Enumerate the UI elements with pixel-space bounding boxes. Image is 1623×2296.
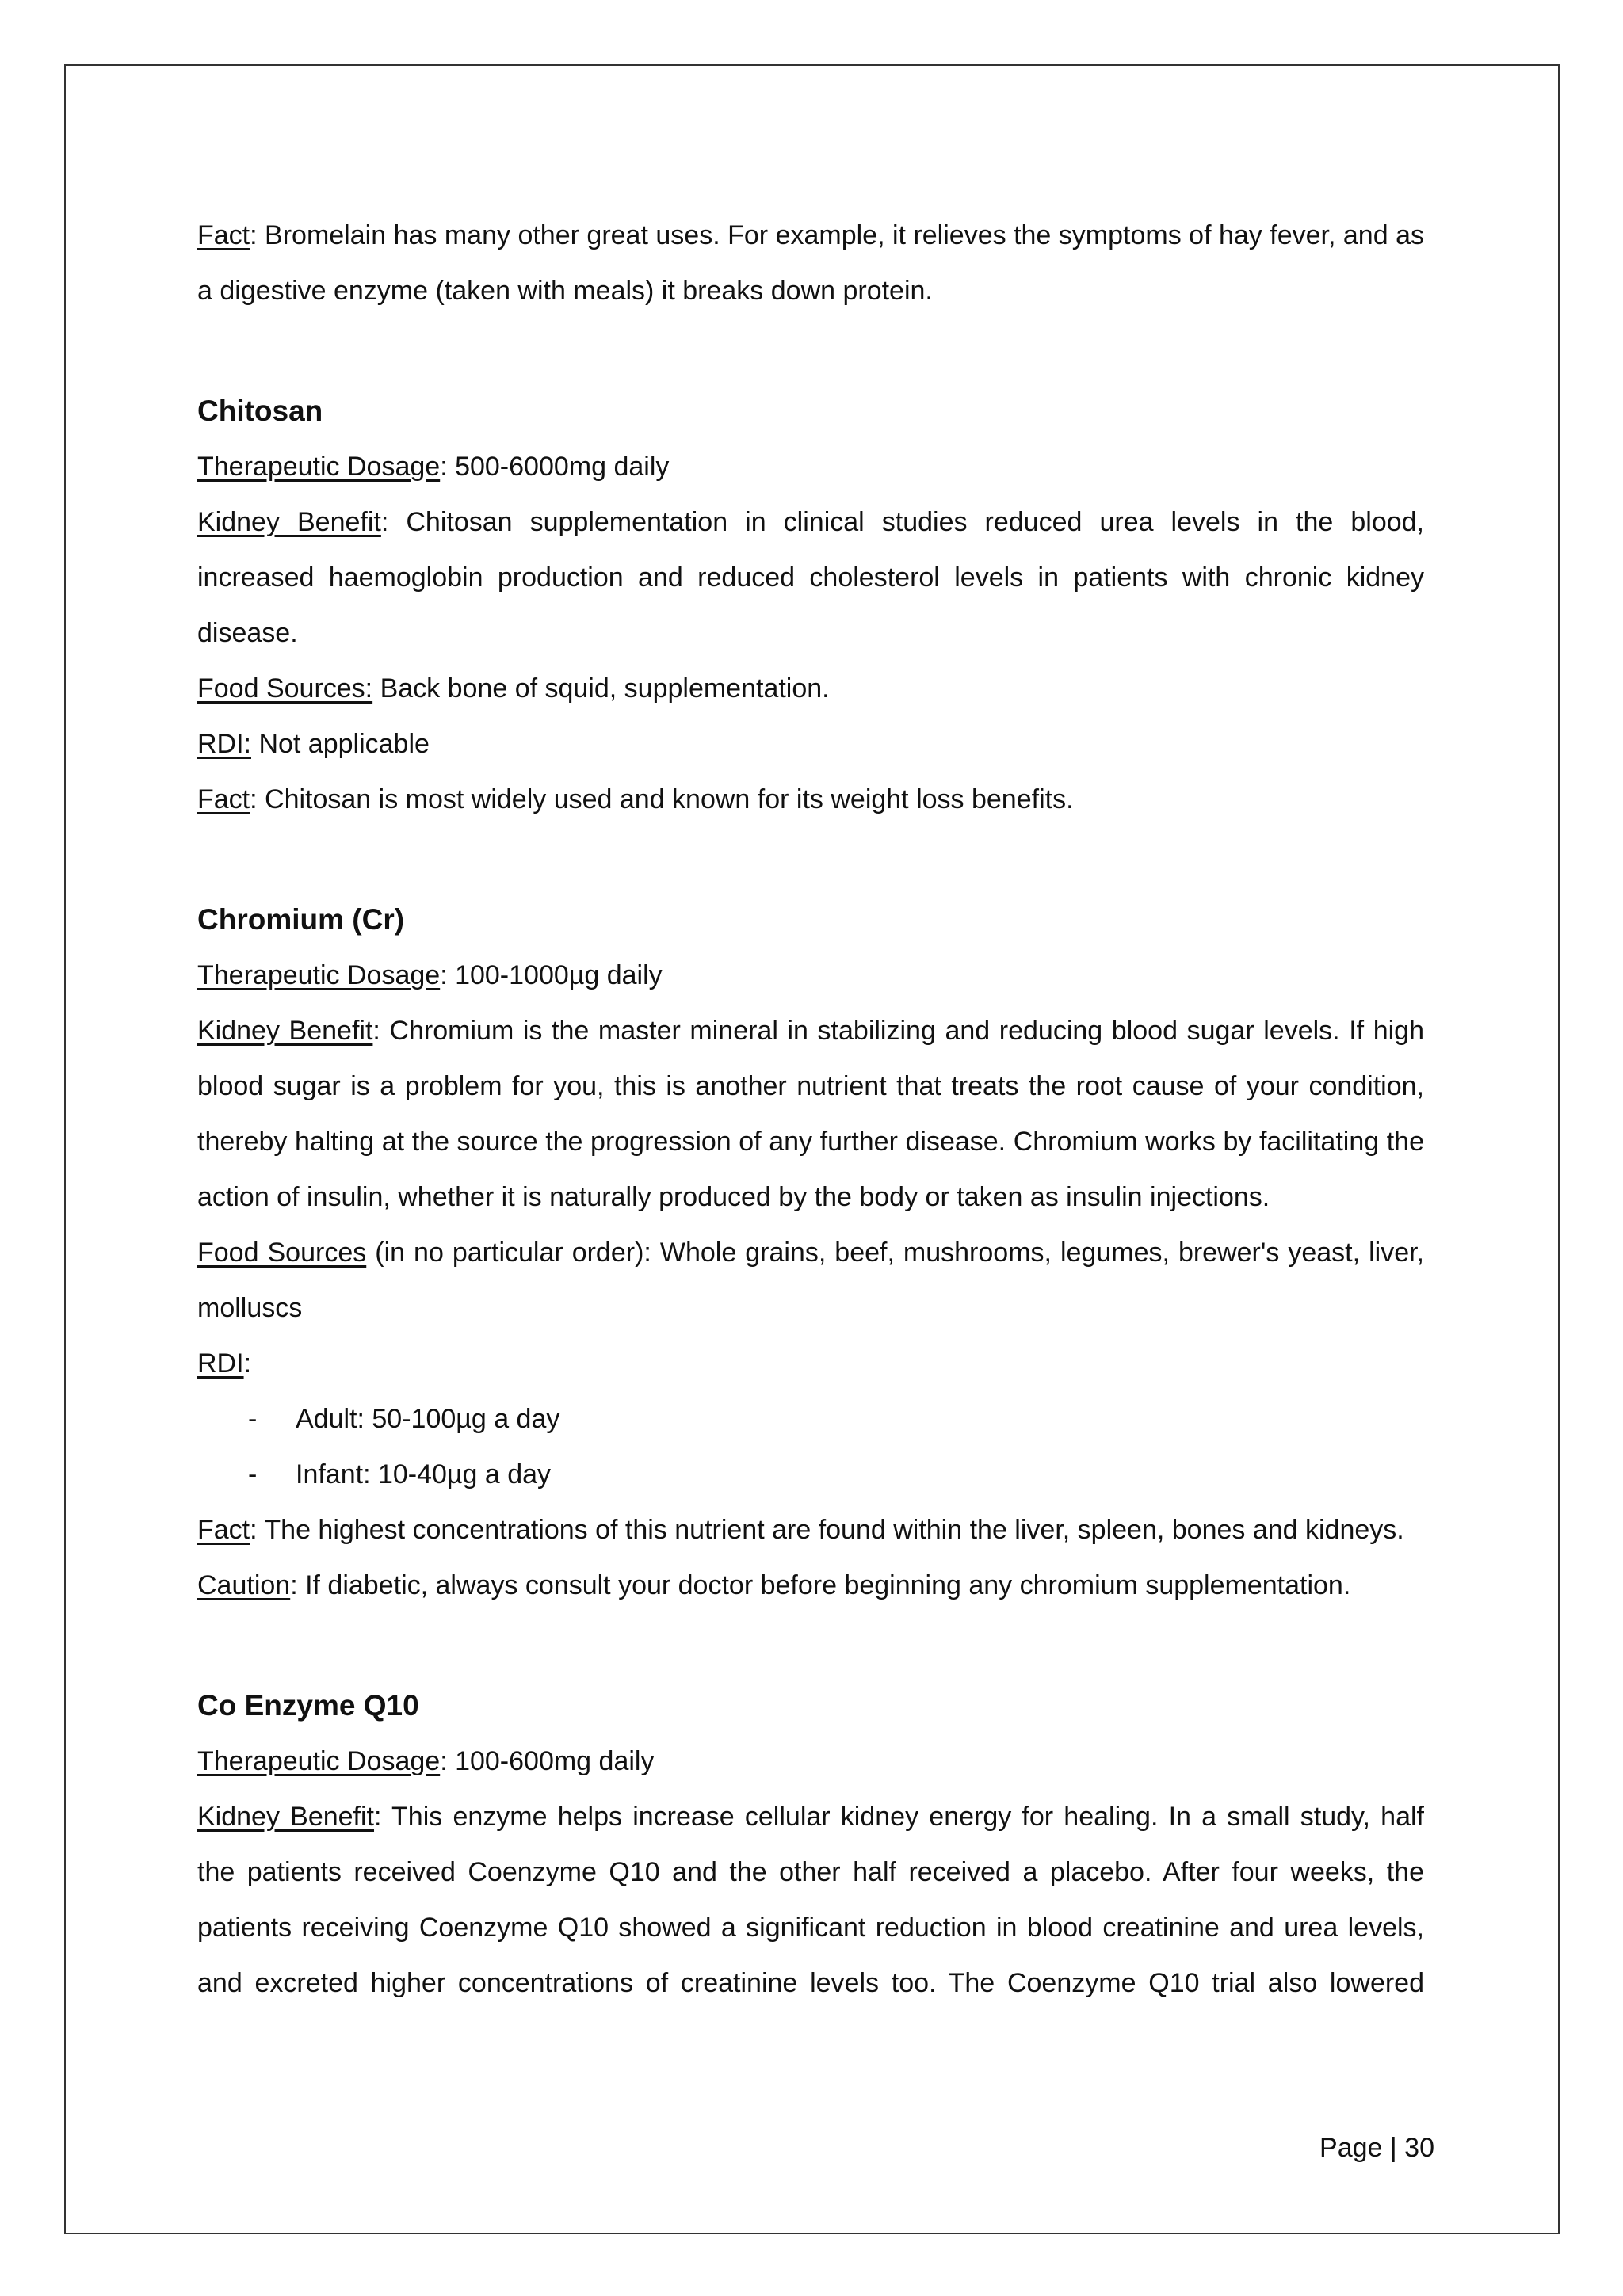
- page-number: Page | 30: [1319, 2133, 1434, 2163]
- rdi-item-infant: Infant: 10-40µg a day: [296, 1459, 552, 1489]
- bromelain-fact: [197, 208, 1424, 318]
- rdi-label: RDI: [197, 1348, 244, 1379]
- benefit-text: : Chitosan supplementation in clinical studies reduced urea levels in the blood, increased haemoglobin production and reduced cholesterol levels in patients with chronic kidney disease.: [197, 507, 1425, 648]
- dosage-text: : 100-1000µg daily: [440, 960, 663, 990]
- rdi-text: :: [243, 1348, 252, 1379]
- coq10-dosage: [197, 1733, 1424, 1789]
- chromium-dosage: [197, 948, 1424, 1003]
- chromium-fact: [197, 1502, 1424, 1558]
- section-heading-coq10: Co Enzyme Q10: [197, 1689, 419, 1722]
- dosage-label: Therapeutic Dosage: [197, 1746, 441, 1776]
- bullet-dash: -: [248, 1404, 258, 1434]
- food-label: Food Sources:: [197, 673, 373, 704]
- fact-text: : Chitosan is most widely used and known for its weight loss benefits.: [250, 784, 1074, 814]
- food-text: (in no particular order): Whole grains, beef, mushrooms, legumes, brewer's yeast, liver, molluscs: [197, 1238, 1424, 1323]
- bullet-dash: -: [248, 1459, 258, 1489]
- list-item: [197, 1447, 1424, 1502]
- benefit-text: : This enzyme helps increase cellular kidney energy for healing. In a small study, half the patients received Coenzyme Q10 and the other half received a placebo. After four weeks, the patients receiving Coenzyme Q10 showed a significant reduction in blood creatinine and urea levels, and excreted higher concentrations of creatinine levels too. The Coenzyme Q10 trial also lowered: [197, 1802, 1424, 1998]
- chitosan-rdi: [197, 716, 1424, 772]
- dosage-label: Therapeutic Dosage: [197, 960, 441, 990]
- section-heading-chitosan: Chitosan: [197, 395, 323, 427]
- benefit-text: : Chromium is the master mineral in stabilizing and reducing blood sugar levels. If high blood sugar is a problem for you, this is another nutrient that treats the root cause of your condition, thereby halting at the source the progression of any further disease. Chromium works by facilitating the action of insulin, whether it is naturally produced by the body or taken as insulin injections.: [197, 1016, 1424, 1212]
- fact-text: : The highest concentrations of this nutrient are found within the liver, spleen, bones and kidneys.: [250, 1515, 1404, 1545]
- dosage-text: : 500-6000mg daily: [440, 452, 670, 482]
- fact-label: Fact: [197, 1515, 250, 1545]
- benefit-label: Kidney Benefit: [197, 1802, 375, 1832]
- caution-label: Caution: [197, 1570, 291, 1600]
- benefit-label: Kidney Benefit: [197, 1016, 373, 1046]
- rdi-label: RDI:: [197, 729, 251, 759]
- list-item: [197, 1391, 1424, 1447]
- document-body: [197, 208, 1424, 2011]
- fact-text: : Bromelain has many other great uses. For example, it relieves the symptoms of hay fever, and as a digestive enzyme (taken with meals) it breaks down protein.: [197, 220, 1424, 306]
- chitosan-dosage: [197, 439, 1424, 494]
- chitosan-food-sources: [197, 661, 1424, 716]
- caution-text: : If diabetic, always consult your doctor before beginning any chromium supplementation.: [290, 1570, 1351, 1600]
- food-label: Food Sources: [197, 1238, 367, 1268]
- chromium-caution: [197, 1558, 1424, 1613]
- chromium-food-sources: [197, 1225, 1424, 1336]
- rdi-item-adult: Adult: 50-100µg a day: [296, 1404, 560, 1434]
- food-text: Back bone of squid, supplementation.: [372, 673, 830, 704]
- dosage-label: Therapeutic Dosage: [197, 452, 441, 482]
- chromium-rdi: [197, 1336, 1424, 1391]
- rdi-text: Not applicable: [251, 729, 430, 759]
- chitosan-benefit: [197, 494, 1424, 661]
- fact-label: Fact: [197, 220, 250, 250]
- chromium-benefit: [197, 1003, 1424, 1225]
- dosage-text: : 100-600mg daily: [440, 1746, 655, 1776]
- benefit-label: Kidney Benefit: [197, 507, 381, 537]
- chitosan-fact: [197, 772, 1424, 827]
- section-heading-chromium: Chromium (Cr): [197, 903, 405, 936]
- coq10-benefit: [197, 1789, 1424, 2011]
- fact-label: Fact: [197, 784, 250, 814]
